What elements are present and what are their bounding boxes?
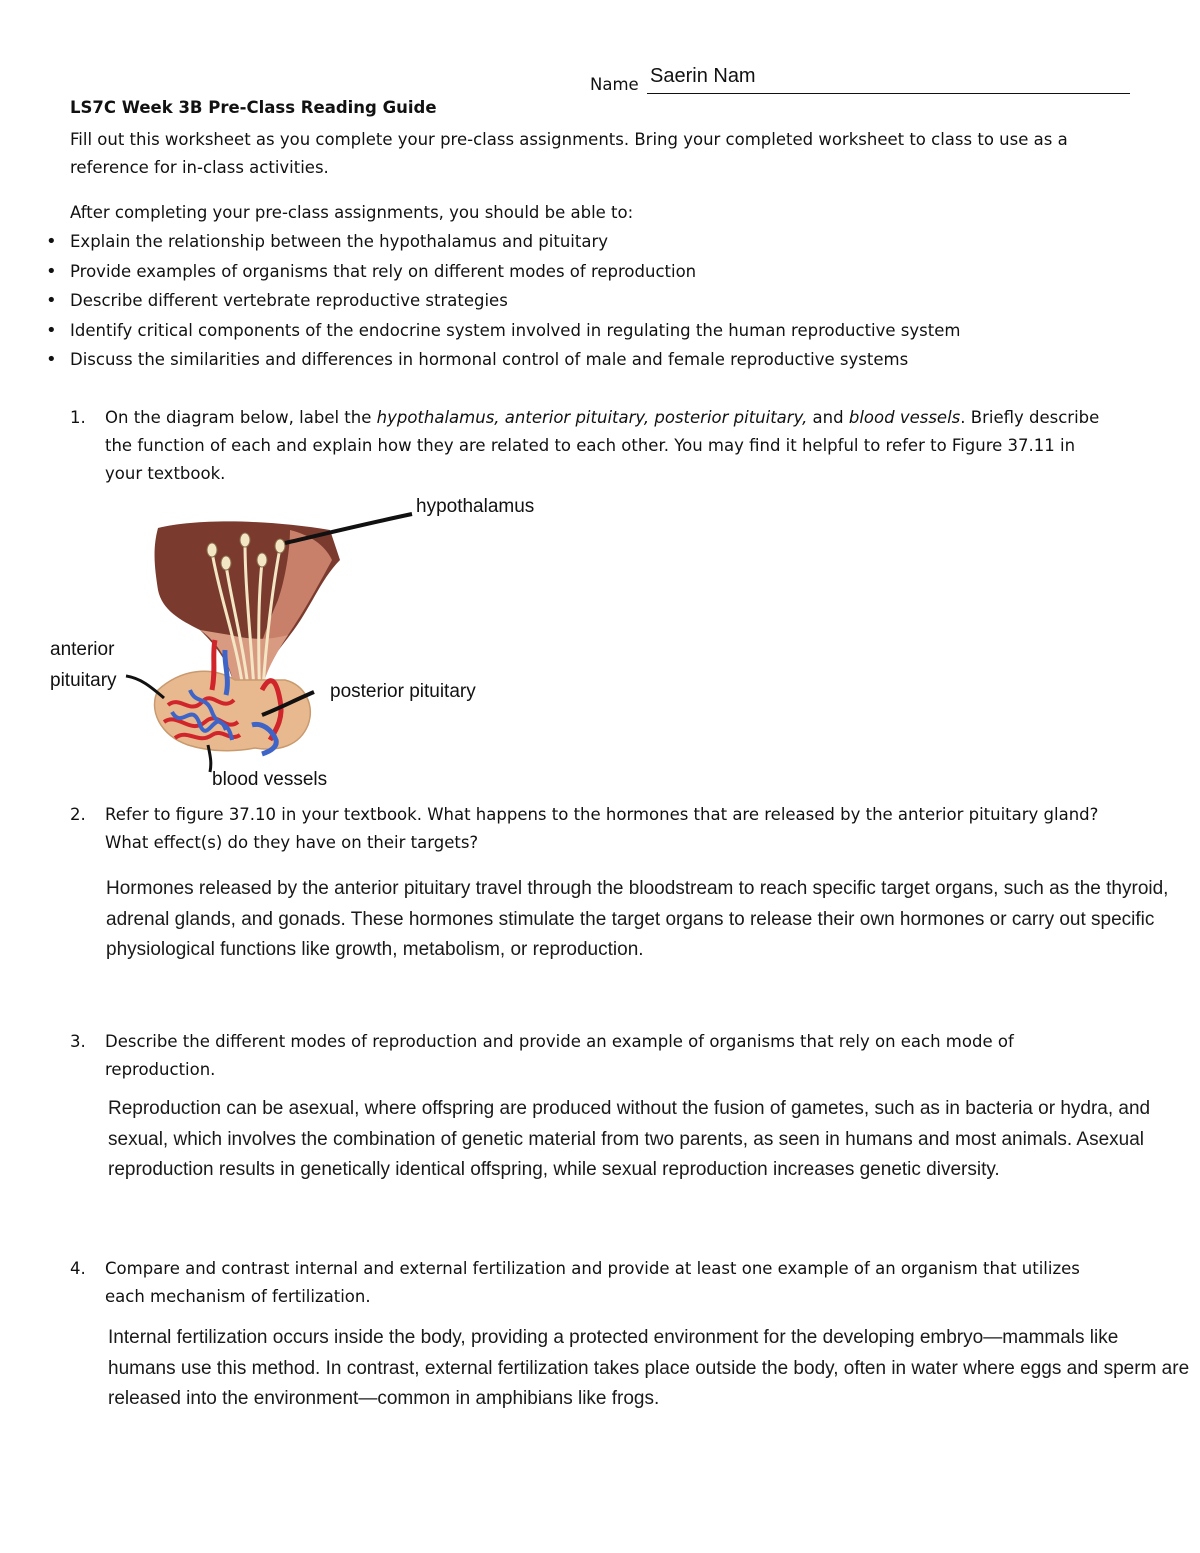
question-number: 4. <box>70 1259 86 1278</box>
label-anterior-1: anterior <box>50 639 115 660</box>
question-4 <box>70 1255 1110 1315</box>
question-number: 2. <box>70 805 86 824</box>
question-2 <box>70 801 1110 861</box>
label-blood-vessels: blood vessels <box>212 769 328 790</box>
anterior-leader <box>126 676 164 698</box>
question-text: Compare and contrast internal and external fertilization and provide at least one example of an organism that utilizes each mechanism of fertilization. <box>105 1259 1080 1306</box>
objective-item: • Describe different vertebrate reproductive strategies <box>0 286 1170 316</box>
question-emphasis: hypothalamus, anterior pituitary, posterior pituitary, <box>376 408 808 427</box>
objective-item: • Explain the relationship between the hypothalamus and pituitary <box>0 227 1170 257</box>
label-hypothalamus: hypothalamus <box>416 496 535 517</box>
answer-4[interactable]: Internal fertilization occurs inside the body, providing a protected environment for the developing embryo—mammals like humans use this method. In contrast, external fertilization takes place outside the body, often in water where eggs and sperm are released into the environment—common in amphibians like frogs. <box>108 1327 1190 1409</box>
question-text: Refer to figure 37.10 in your textbook. What happens to the hormones that are released by the anterior pituitary gland? What effect(s) do they have on their targets? <box>105 805 1099 852</box>
question-text: Describe the different modes of reproduction and provide an example of organisms that rely on each mode of reproduction. <box>105 1032 1014 1079</box>
name-input[interactable]: Saerin Nam <box>650 65 756 87</box>
name-label: Name <box>590 75 639 94</box>
label-posterior: posterior pituitary <box>330 681 476 702</box>
intro-text: Fill out this worksheet as you complete your pre-class assignments. Bring your completed worksheet to class to use as a reference for in-class activities. <box>70 130 1068 177</box>
portal-artery <box>212 640 215 690</box>
answer-2[interactable]: Hormones released by the anterior pituitary travel through the bloodstream to reach specific target organs, such as the thyroid, adrenal glands, and gonads. These hormones stimulate the target organs to release their own hormones or carry out specific physiological functions like growth, metabolism, or reproduction. <box>106 878 1169 960</box>
question-text: On the diagram below, label the hypothalamus, anterior pituitary, posterior pituitary, and blood vessels. Briefly describe the function of each and explain how they are related to each other. You may find it helpful to refer to Figure 37.11 in your textbook. <box>105 408 1100 483</box>
question-number: 1. <box>70 408 86 427</box>
name-underline <box>647 93 1130 94</box>
objective-item: • Discuss the similarities and differences in hormonal control of male and female reproductive systems <box>0 345 1170 375</box>
portal-vein <box>225 650 228 695</box>
label-anterior-2: pituitary <box>50 670 117 691</box>
question-3 <box>70 1028 1110 1088</box>
pituitary-diagram <box>40 490 560 800</box>
objectives-list <box>70 227 1170 375</box>
answer-3[interactable]: Reproduction can be asexual, where offspring are produced without the fusion of gametes, such as in bacteria or hydra, and sexual, which involves the combination of genetic material from two parents, as seen in humans and most animals. Asexual reproduction results in genetically identical offspring, while sexual reproduction increases genetic diversity. <box>108 1098 1151 1180</box>
objectives-lead: After completing your pre-class assignments, you should be able to: <box>70 203 634 222</box>
question-emphasis: blood vessels <box>848 408 961 427</box>
question-number: 3. <box>70 1032 86 1051</box>
name-row <box>590 62 1130 94</box>
objective-item: • Identify critical components of the endocrine system involved in regulating the human reproductive system <box>0 316 1170 346</box>
question-1 <box>70 404 1110 494</box>
objective-item: • Provide examples of organisms that rely on different modes of reproduction <box>0 257 1170 287</box>
page-title: LS7C Week 3B Pre-Class Reading Guide <box>70 98 437 117</box>
